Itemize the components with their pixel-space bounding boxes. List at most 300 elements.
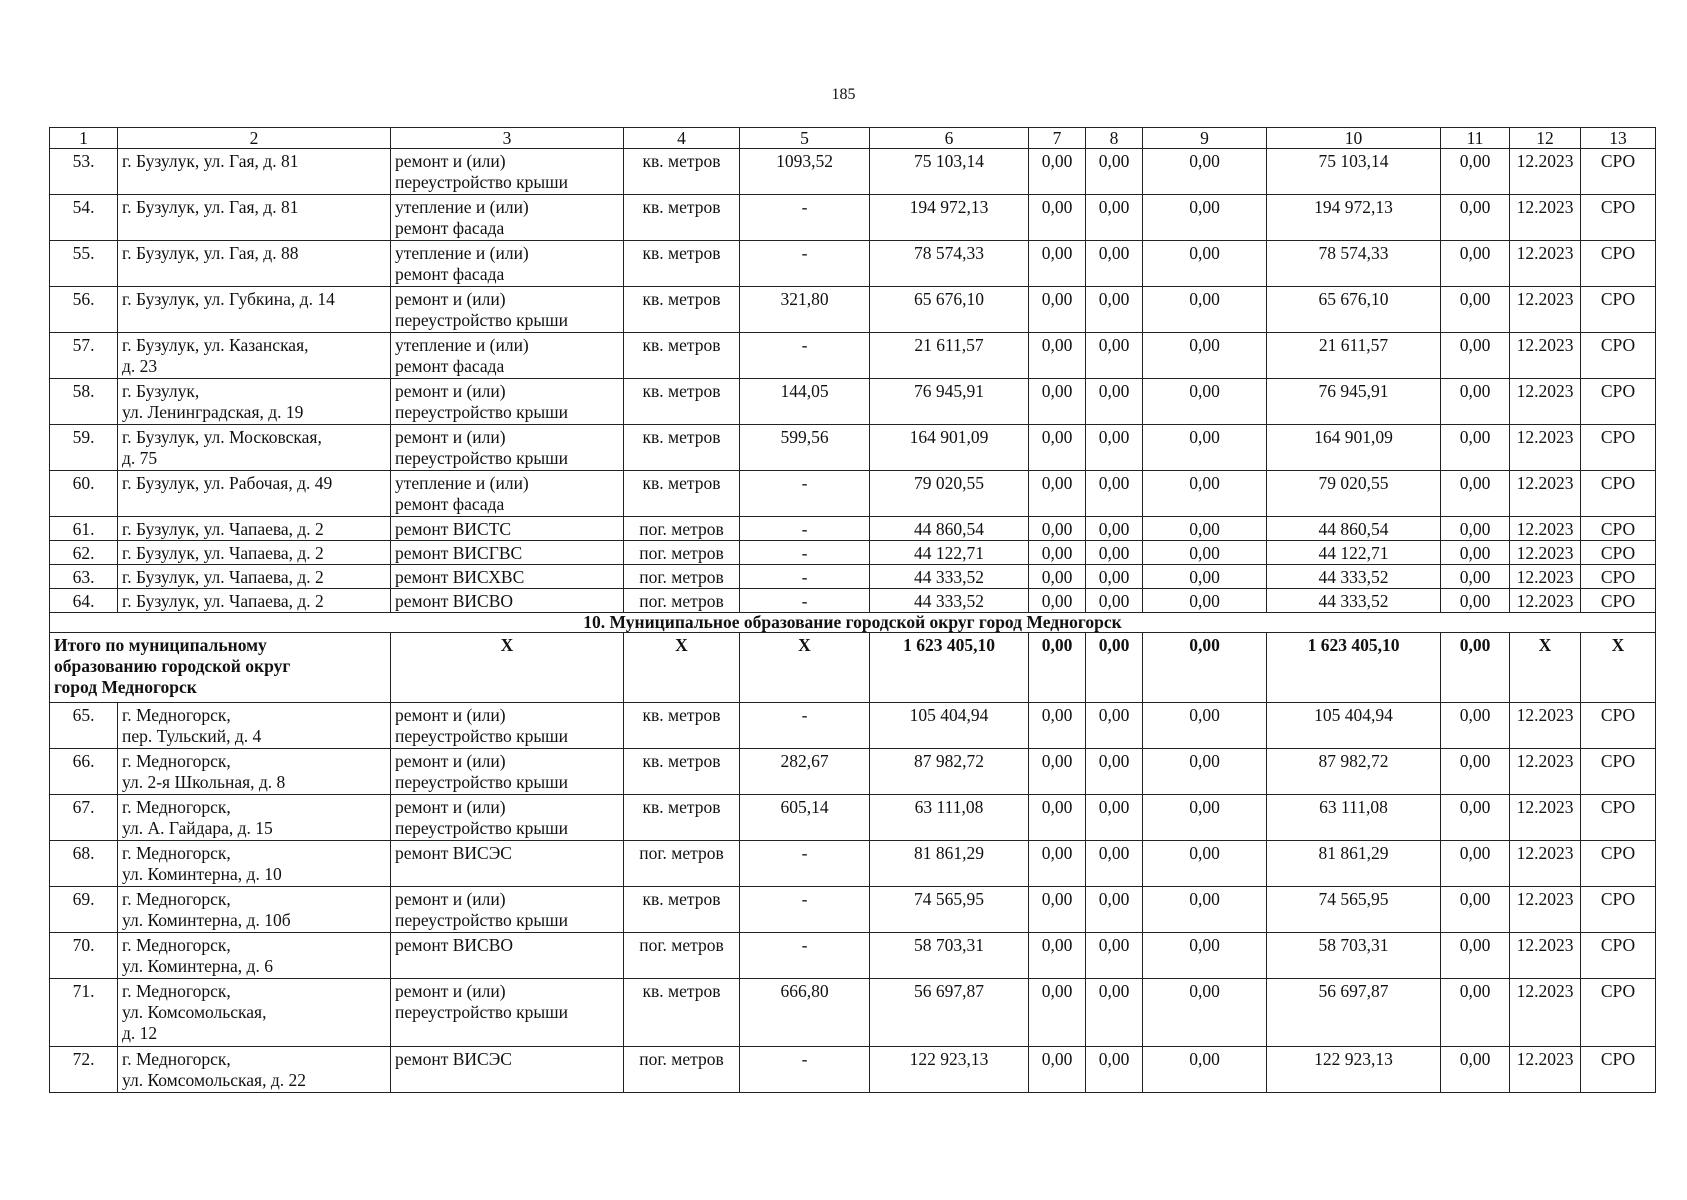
col10-value-cell: 21 611,57 <box>1267 333 1441 379</box>
method-cell: СРО <box>1581 933 1656 979</box>
method-cell: СРО <box>1581 749 1656 795</box>
unit-cell: кв. метров <box>624 471 740 517</box>
deadline-cell: 12.2023 <box>1510 379 1581 425</box>
total-c8-cell: 0,00 <box>1086 633 1143 703</box>
col8-value-cell: 0,00 <box>1086 979 1143 1047</box>
column-number: 8 <box>1086 128 1143 149</box>
col7-value-cell: 0,00 <box>1029 565 1086 589</box>
quantity-cell: - <box>740 517 870 541</box>
unit-cell: кв. метров <box>624 979 740 1047</box>
table-row <box>50 517 1656 541</box>
quantity-cell: - <box>740 541 870 565</box>
col9-value-cell: 0,00 <box>1143 841 1267 887</box>
quantity-cell: - <box>740 933 870 979</box>
table-row <box>50 841 1656 887</box>
quantity-cell: - <box>740 589 870 613</box>
total-cost-cell: 78 574,33 <box>870 241 1029 287</box>
unit-cell: кв. метров <box>624 703 740 749</box>
quantity-cell: 144,05 <box>740 379 870 425</box>
total-cost-cell: 44 333,52 <box>870 565 1029 589</box>
unit-cell: кв. метров <box>624 887 740 933</box>
col8-value-cell: 0,00 <box>1086 541 1143 565</box>
col7-value-cell: 0,00 <box>1029 795 1086 841</box>
col9-value-cell: 0,00 <box>1143 979 1267 1047</box>
col7-value-cell: 0,00 <box>1029 517 1086 541</box>
col9-value-cell: 0,00 <box>1143 887 1267 933</box>
total-cost-cell: 44 122,71 <box>870 541 1029 565</box>
address-cell: г. Бузулук, ул. Чапаева, д. 2 <box>118 589 391 613</box>
column-number: 9 <box>1143 128 1267 149</box>
col10-value-cell: 56 697,87 <box>1267 979 1441 1047</box>
col8-value-cell: 0,00 <box>1086 195 1143 241</box>
address-cell: г. Бузулук, ул. Чапаева, д. 2 <box>118 517 391 541</box>
col8-value-cell: 0,00 <box>1086 749 1143 795</box>
col8-value-cell: 0,00 <box>1086 379 1143 425</box>
row-number-cell: 71. <box>50 979 118 1047</box>
address-cell: г. Медногорск, ул. Комсомольская, д. 12 <box>118 979 391 1047</box>
method-cell: СРО <box>1581 379 1656 425</box>
col7-value-cell: 0,00 <box>1029 979 1086 1047</box>
col7-value-cell: 0,00 <box>1029 703 1086 749</box>
col10-value-cell: 76 945,91 <box>1267 379 1441 425</box>
unit-cell: кв. метров <box>624 195 740 241</box>
col10-value-cell: 194 972,13 <box>1267 195 1441 241</box>
total-c4-cell: X <box>624 633 740 703</box>
capital-repair-table <box>49 127 1656 1093</box>
col9-value-cell: 0,00 <box>1143 1047 1267 1093</box>
deadline-cell: 12.2023 <box>1510 149 1581 195</box>
unit-cell: кв. метров <box>624 149 740 195</box>
col10-value-cell: 79 020,55 <box>1267 471 1441 517</box>
col8-value-cell: 0,00 <box>1086 517 1143 541</box>
column-number: 10 <box>1267 128 1441 149</box>
table-row <box>50 425 1656 471</box>
col9-value-cell: 0,00 <box>1143 241 1267 287</box>
total-cost-cell: 122 923,13 <box>870 1047 1029 1093</box>
row-number-cell: 59. <box>50 425 118 471</box>
work-type-cell: ремонт и (или) переустройство крыши <box>391 379 624 425</box>
total-cost-cell: 56 697,87 <box>870 979 1029 1047</box>
column-number: 2 <box>118 128 391 149</box>
col11-value-cell: 0,00 <box>1441 517 1510 541</box>
total-c9-cell: 0,00 <box>1143 633 1267 703</box>
deadline-cell: 12.2023 <box>1510 541 1581 565</box>
col7-value-cell: 0,00 <box>1029 749 1086 795</box>
quantity-cell: 321,80 <box>740 287 870 333</box>
column-number: 3 <box>391 128 624 149</box>
col10-value-cell: 81 861,29 <box>1267 841 1441 887</box>
row-number-cell: 65. <box>50 703 118 749</box>
unit-cell: пог. метров <box>624 933 740 979</box>
col8-value-cell: 0,00 <box>1086 887 1143 933</box>
deadline-cell: 12.2023 <box>1510 887 1581 933</box>
unit-cell: пог. метров <box>624 589 740 613</box>
col11-value-cell: 0,00 <box>1441 1047 1510 1093</box>
col11-value-cell: 0,00 <box>1441 541 1510 565</box>
method-cell: СРО <box>1581 979 1656 1047</box>
col7-value-cell: 0,00 <box>1029 887 1086 933</box>
method-cell: СРО <box>1581 333 1656 379</box>
col11-value-cell: 0,00 <box>1441 241 1510 287</box>
col9-value-cell: 0,00 <box>1143 379 1267 425</box>
address-cell: г. Бузулук, ул. Чапаева, д. 2 <box>118 541 391 565</box>
quantity-cell: 599,56 <box>740 425 870 471</box>
total-label: Итого по муниципальному образованию городской округ город Медногорск <box>50 633 391 703</box>
total-row <box>50 633 1656 703</box>
unit-cell: кв. метров <box>624 379 740 425</box>
table-row <box>50 565 1656 589</box>
column-number: 4 <box>624 128 740 149</box>
table-row <box>50 1047 1656 1093</box>
unit-cell: пог. метров <box>624 541 740 565</box>
total-cost-cell: 58 703,31 <box>870 933 1029 979</box>
table-row <box>50 887 1656 933</box>
col10-value-cell: 44 333,52 <box>1267 589 1441 613</box>
total-cost-cell: 21 611,57 <box>870 333 1029 379</box>
col9-value-cell: 0,00 <box>1143 703 1267 749</box>
col8-value-cell: 0,00 <box>1086 149 1143 195</box>
col8-value-cell: 0,00 <box>1086 471 1143 517</box>
quantity-cell: 605,14 <box>740 795 870 841</box>
method-cell: СРО <box>1581 287 1656 333</box>
table-row <box>50 795 1656 841</box>
row-number-cell: 72. <box>50 1047 118 1093</box>
deadline-cell: 12.2023 <box>1510 517 1581 541</box>
column-number: 7 <box>1029 128 1086 149</box>
unit-cell: кв. метров <box>624 333 740 379</box>
col11-value-cell: 0,00 <box>1441 749 1510 795</box>
col7-value-cell: 0,00 <box>1029 841 1086 887</box>
col10-value-cell: 63 111,08 <box>1267 795 1441 841</box>
work-type-cell: ремонт и (или) переустройство крыши <box>391 149 624 195</box>
row-number-cell: 63. <box>50 565 118 589</box>
address-cell: г. Медногорск, ул. А. Гайдара, д. 15 <box>118 795 391 841</box>
address-cell: г. Бузулук, ул. Гая, д. 81 <box>118 149 391 195</box>
col10-value-cell: 75 103,14 <box>1267 149 1441 195</box>
deadline-cell: 12.2023 <box>1510 195 1581 241</box>
work-type-cell: ремонт ВИСВО <box>391 933 624 979</box>
column-number: 6 <box>870 128 1029 149</box>
col8-value-cell: 0,00 <box>1086 333 1143 379</box>
work-type-cell: ремонт и (или) переустройство крыши <box>391 703 624 749</box>
col8-value-cell: 0,00 <box>1086 425 1143 471</box>
quantity-cell: - <box>740 333 870 379</box>
col10-value-cell: 74 565,95 <box>1267 887 1441 933</box>
deadline-cell: 12.2023 <box>1510 425 1581 471</box>
col11-value-cell: 0,00 <box>1441 979 1510 1047</box>
column-number: 12 <box>1510 128 1581 149</box>
col7-value-cell: 0,00 <box>1029 149 1086 195</box>
work-type-cell: ремонт и (или) переустройство крыши <box>391 887 624 933</box>
work-type-cell: ремонт и (или) переустройство крыши <box>391 425 624 471</box>
total-cost-cell: 87 982,72 <box>870 749 1029 795</box>
table-row <box>50 195 1656 241</box>
table-row <box>50 589 1656 613</box>
work-type-cell: ремонт ВИСВО <box>391 589 624 613</box>
column-number-row <box>50 128 1656 149</box>
col9-value-cell: 0,00 <box>1143 333 1267 379</box>
deadline-cell: 12.2023 <box>1510 795 1581 841</box>
table-row <box>50 933 1656 979</box>
method-cell: СРО <box>1581 589 1656 613</box>
unit-cell: кв. метров <box>624 795 740 841</box>
work-type-cell: ремонт и (или) переустройство крыши <box>391 749 624 795</box>
col10-value-cell: 122 923,13 <box>1267 1047 1441 1093</box>
unit-cell: кв. метров <box>624 749 740 795</box>
col10-value-cell: 44 122,71 <box>1267 541 1441 565</box>
col8-value-cell: 0,00 <box>1086 703 1143 749</box>
col11-value-cell: 0,00 <box>1441 379 1510 425</box>
col11-value-cell: 0,00 <box>1441 333 1510 379</box>
row-number-cell: 61. <box>50 517 118 541</box>
row-number-cell: 66. <box>50 749 118 795</box>
col8-value-cell: 0,00 <box>1086 933 1143 979</box>
work-type-cell: ремонт и (или) переустройство крыши <box>391 287 624 333</box>
address-cell: г. Медногорск, ул. Коминтерна, д. 10б <box>118 887 391 933</box>
table-row <box>50 979 1656 1047</box>
unit-cell: кв. метров <box>624 425 740 471</box>
table-row <box>50 149 1656 195</box>
row-number-cell: 62. <box>50 541 118 565</box>
method-cell: СРО <box>1581 195 1656 241</box>
col7-value-cell: 0,00 <box>1029 471 1086 517</box>
col7-value-cell: 0,00 <box>1029 541 1086 565</box>
col11-value-cell: 0,00 <box>1441 795 1510 841</box>
col9-value-cell: 0,00 <box>1143 541 1267 565</box>
col11-value-cell: 0,00 <box>1441 149 1510 195</box>
column-number: 13 <box>1581 128 1656 149</box>
col11-value-cell: 0,00 <box>1441 887 1510 933</box>
unit-cell: пог. метров <box>624 841 740 887</box>
address-cell: г. Медногорск, пер. Тульский, д. 4 <box>118 703 391 749</box>
col9-value-cell: 0,00 <box>1143 517 1267 541</box>
col7-value-cell: 0,00 <box>1029 333 1086 379</box>
total-cost-cell: 105 404,94 <box>870 703 1029 749</box>
deadline-cell: 12.2023 <box>1510 979 1581 1047</box>
col11-value-cell: 0,00 <box>1441 565 1510 589</box>
section-row <box>50 613 1656 633</box>
address-cell: г. Бузулук, ул. Казанская, д. 23 <box>118 333 391 379</box>
quantity-cell: 282,67 <box>740 749 870 795</box>
col8-value-cell: 0,00 <box>1086 287 1143 333</box>
row-number-cell: 64. <box>50 589 118 613</box>
deadline-cell: 12.2023 <box>1510 471 1581 517</box>
total-c7-cell: 0,00 <box>1029 633 1086 703</box>
method-cell: СРО <box>1581 841 1656 887</box>
deadline-cell: 12.2023 <box>1510 703 1581 749</box>
deadline-cell: 12.2023 <box>1510 287 1581 333</box>
quantity-cell: - <box>740 1047 870 1093</box>
method-cell: СРО <box>1581 425 1656 471</box>
row-number-cell: 60. <box>50 471 118 517</box>
total-cost-cell: 81 861,29 <box>870 841 1029 887</box>
col9-value-cell: 0,00 <box>1143 471 1267 517</box>
page-number: 185 <box>831 86 856 103</box>
col7-value-cell: 0,00 <box>1029 933 1086 979</box>
method-cell: СРО <box>1581 241 1656 287</box>
method-cell: СРО <box>1581 887 1656 933</box>
work-type-cell: ремонт ВИСХВС <box>391 565 624 589</box>
work-type-cell: ремонт и (или) переустройство крыши <box>391 979 624 1047</box>
col11-value-cell: 0,00 <box>1441 425 1510 471</box>
col10-value-cell: 65 676,10 <box>1267 287 1441 333</box>
col10-value-cell: 44 860,54 <box>1267 517 1441 541</box>
col10-value-cell: 87 982,72 <box>1267 749 1441 795</box>
col7-value-cell: 0,00 <box>1029 379 1086 425</box>
section-title: 10. Муниципальное образование городской округ город Медногорск <box>50 613 1656 633</box>
method-cell: СРО <box>1581 517 1656 541</box>
col9-value-cell: 0,00 <box>1143 795 1267 841</box>
deadline-cell: 12.2023 <box>1510 241 1581 287</box>
table-row <box>50 749 1656 795</box>
method-cell: СРО <box>1581 149 1656 195</box>
total-c11-cell: 0,00 <box>1441 633 1510 703</box>
row-number-cell: 55. <box>50 241 118 287</box>
quantity-cell: - <box>740 703 870 749</box>
deadline-cell: 12.2023 <box>1510 589 1581 613</box>
address-cell: г. Бузулук, ул. Московская, д. 75 <box>118 425 391 471</box>
address-cell: г. Медногорск, ул. Коминтерна, д. 6 <box>118 933 391 979</box>
total-cost-cell: 75 103,14 <box>870 149 1029 195</box>
total-cost-cell: 63 111,08 <box>870 795 1029 841</box>
total-c3-cell: X <box>391 633 624 703</box>
total-cost-cell: 74 565,95 <box>870 887 1029 933</box>
table-row <box>50 241 1656 287</box>
col11-value-cell: 0,00 <box>1441 287 1510 333</box>
method-cell: СРО <box>1581 565 1656 589</box>
total-cost-cell: 164 901,09 <box>870 425 1029 471</box>
row-number-cell: 70. <box>50 933 118 979</box>
col10-value-cell: 78 574,33 <box>1267 241 1441 287</box>
col9-value-cell: 0,00 <box>1143 933 1267 979</box>
quantity-cell: - <box>740 195 870 241</box>
total-cost-cell: 44 333,52 <box>870 589 1029 613</box>
col8-value-cell: 0,00 <box>1086 565 1143 589</box>
col10-value-cell: 58 703,31 <box>1267 933 1441 979</box>
quantity-cell: 666,80 <box>740 979 870 1047</box>
col9-value-cell: 0,00 <box>1143 565 1267 589</box>
col11-value-cell: 0,00 <box>1441 703 1510 749</box>
column-number: 5 <box>740 128 870 149</box>
unit-cell: пог. метров <box>624 565 740 589</box>
col9-value-cell: 0,00 <box>1143 149 1267 195</box>
row-number-cell: 67. <box>50 795 118 841</box>
col7-value-cell: 0,00 <box>1029 589 1086 613</box>
row-number-cell: 68. <box>50 841 118 887</box>
total-c6-cell: 1 623 405,10 <box>870 633 1029 703</box>
deadline-cell: 12.2023 <box>1510 841 1581 887</box>
unit-cell: кв. метров <box>624 241 740 287</box>
address-cell: г. Бузулук, ул. Рабочая, д. 49 <box>118 471 391 517</box>
col10-value-cell: 164 901,09 <box>1267 425 1441 471</box>
work-type-cell: утепление и (или) ремонт фасада <box>391 471 624 517</box>
col11-value-cell: 0,00 <box>1441 589 1510 613</box>
total-c12-cell: X <box>1510 633 1581 703</box>
work-type-cell: утепление и (или) ремонт фасада <box>391 333 624 379</box>
total-cost-cell: 65 676,10 <box>870 287 1029 333</box>
work-type-cell: ремонт ВИСТС <box>391 517 624 541</box>
table-row <box>50 541 1656 565</box>
method-cell: СРО <box>1581 703 1656 749</box>
col8-value-cell: 0,00 <box>1086 841 1143 887</box>
column-number: 1 <box>50 128 118 149</box>
deadline-cell: 12.2023 <box>1510 333 1581 379</box>
row-number-cell: 58. <box>50 379 118 425</box>
total-cost-cell: 76 945,91 <box>870 379 1029 425</box>
col8-value-cell: 0,00 <box>1086 241 1143 287</box>
unit-cell: кв. метров <box>624 287 740 333</box>
col9-value-cell: 0,00 <box>1143 425 1267 471</box>
col8-value-cell: 0,00 <box>1086 589 1143 613</box>
work-type-cell: ремонт ВИСЭС <box>391 841 624 887</box>
col7-value-cell: 0,00 <box>1029 425 1086 471</box>
total-cost-cell: 194 972,13 <box>870 195 1029 241</box>
row-number-cell: 56. <box>50 287 118 333</box>
total-c10-cell: 1 623 405,10 <box>1267 633 1441 703</box>
work-type-cell: ремонт ВИСГВС <box>391 541 624 565</box>
total-cost-cell: 79 020,55 <box>870 471 1029 517</box>
column-number: 11 <box>1441 128 1510 149</box>
address-cell: г. Бузулук, ул. Гая, д. 88 <box>118 241 391 287</box>
method-cell: СРО <box>1581 541 1656 565</box>
row-number-cell: 54. <box>50 195 118 241</box>
col11-value-cell: 0,00 <box>1441 195 1510 241</box>
work-type-cell: ремонт и (или) переустройство крыши <box>391 795 624 841</box>
table-row <box>50 703 1656 749</box>
work-type-cell: утепление и (или) ремонт фасада <box>391 241 624 287</box>
col11-value-cell: 0,00 <box>1441 933 1510 979</box>
col7-value-cell: 0,00 <box>1029 241 1086 287</box>
total-c5-cell: X <box>740 633 870 703</box>
address-cell: г. Медногорск, ул. 2-я Школьная, д. 8 <box>118 749 391 795</box>
row-number-cell: 69. <box>50 887 118 933</box>
deadline-cell: 12.2023 <box>1510 933 1581 979</box>
quantity-cell: 1093,52 <box>740 149 870 195</box>
address-cell: г. Бузулук, ул. Ленинградская, д. 19 <box>118 379 391 425</box>
quantity-cell: - <box>740 565 870 589</box>
col10-value-cell: 105 404,94 <box>1267 703 1441 749</box>
col9-value-cell: 0,00 <box>1143 589 1267 613</box>
table-row <box>50 471 1656 517</box>
method-cell: СРО <box>1581 795 1656 841</box>
table-row <box>50 379 1656 425</box>
col11-value-cell: 0,00 <box>1441 841 1510 887</box>
work-type-cell: ремонт ВИСЭС <box>391 1047 624 1093</box>
col9-value-cell: 0,00 <box>1143 195 1267 241</box>
quantity-cell: - <box>740 241 870 287</box>
quantity-cell: - <box>740 887 870 933</box>
deadline-cell: 12.2023 <box>1510 749 1581 795</box>
col11-value-cell: 0,00 <box>1441 471 1510 517</box>
col7-value-cell: 0,00 <box>1029 195 1086 241</box>
table-row <box>50 333 1656 379</box>
unit-cell: пог. метров <box>624 1047 740 1093</box>
total-cost-cell: 44 860,54 <box>870 517 1029 541</box>
quantity-cell: - <box>740 841 870 887</box>
total-c13-cell: X <box>1581 633 1656 703</box>
address-cell: г. Медногорск, ул. Коминтерна, д. 10 <box>118 841 391 887</box>
method-cell: СРО <box>1581 1047 1656 1093</box>
deadline-cell: 12.2023 <box>1510 565 1581 589</box>
col9-value-cell: 0,00 <box>1143 749 1267 795</box>
quantity-cell: - <box>740 471 870 517</box>
method-cell: СРО <box>1581 471 1656 517</box>
row-number-cell: 53. <box>50 149 118 195</box>
col9-value-cell: 0,00 <box>1143 287 1267 333</box>
work-type-cell: утепление и (или) ремонт фасада <box>391 195 624 241</box>
col10-value-cell: 44 333,52 <box>1267 565 1441 589</box>
table-row <box>50 287 1656 333</box>
